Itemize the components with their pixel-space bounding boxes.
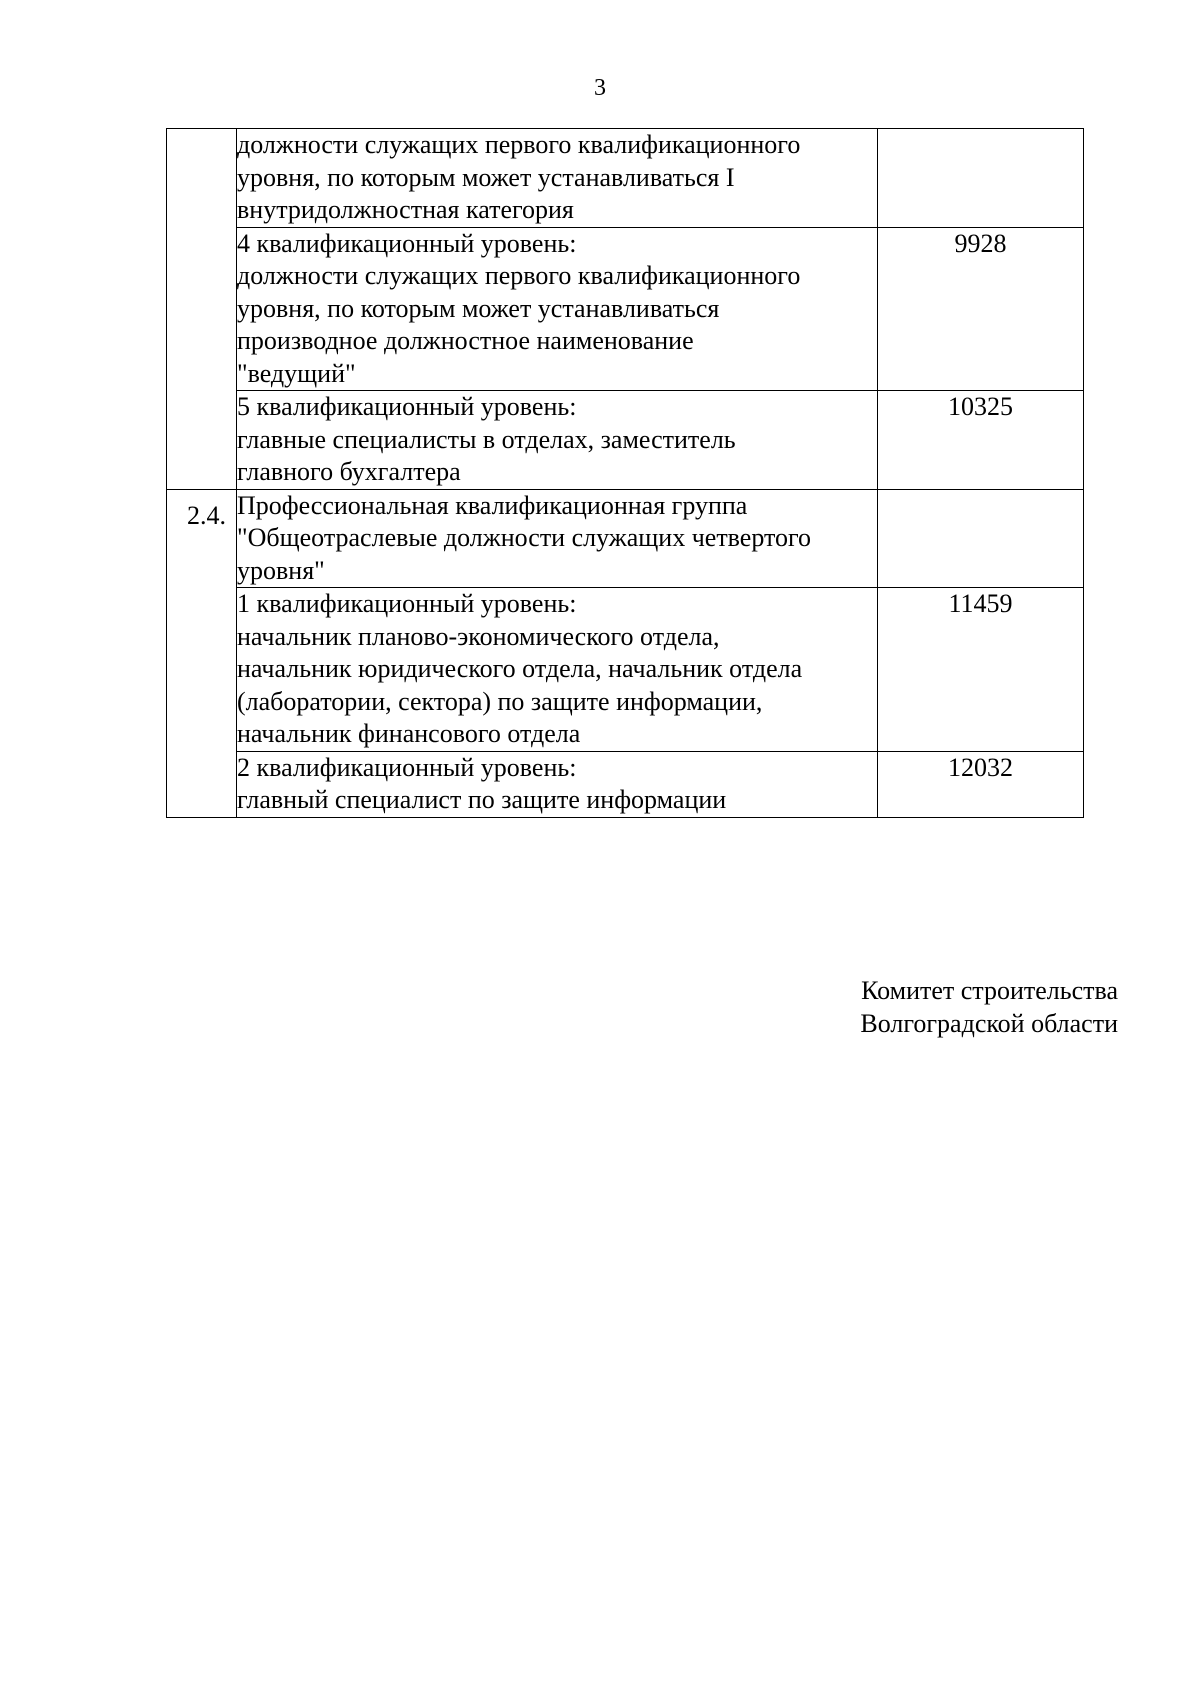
table-row — [167, 129, 1084, 228]
description-line: "ведущий" — [237, 358, 356, 388]
row-value — [878, 489, 1084, 588]
description-line: уровня, по которым может устанавливаться — [237, 293, 720, 323]
table-row — [167, 751, 1084, 817]
row-value: 11459 — [878, 588, 1084, 752]
row-number: 2.4. — [167, 489, 237, 588]
row-value — [878, 129, 1084, 228]
description-line: 5 квалификационный уровень: — [237, 392, 577, 421]
row-description — [237, 227, 878, 391]
row-description — [237, 129, 878, 228]
description-line: уровня, по которым может устанавливаться I — [237, 162, 735, 192]
table-row — [167, 391, 1084, 490]
row-value: 12032 — [878, 751, 1084, 817]
description-line: (лаборатории, сектора) по защите информации, — [237, 686, 763, 716]
table-row — [167, 489, 1084, 588]
description-line: Профессиональная квалификационная группа — [237, 490, 748, 520]
row-number — [167, 227, 237, 391]
row-value: 9928 — [878, 227, 1084, 391]
row-value: 10325 — [878, 391, 1084, 490]
description-line: "Общеотраслевые должности служащих четвертого — [237, 523, 812, 552]
row-description — [237, 751, 878, 817]
description-line: должности служащих первого квалификационного — [237, 261, 801, 290]
description-line: начальник юридического отдела, начальник отдела — [237, 654, 803, 683]
description-line: начальник планово-экономического отдела, — [237, 621, 720, 651]
row-description — [237, 489, 878, 588]
issuer-signature-block — [860, 974, 1118, 1040]
description-line: главные специалисты в отделах, заместитель — [237, 424, 736, 454]
page-number: 3 — [594, 75, 606, 101]
row-number — [167, 588, 237, 752]
description-line: 4 квалификационный уровень: — [237, 228, 577, 258]
description-line: производное должностное наименование — [237, 326, 694, 355]
description-line: внутридолжностная категория — [237, 195, 574, 224]
description-line: должности служащих первого квалификационного — [237, 130, 801, 159]
description-line: уровня" — [237, 555, 325, 585]
salary-table — [166, 128, 1084, 818]
row-description — [237, 391, 878, 490]
description-line: 1 квалификационный уровень: — [237, 589, 577, 618]
table-row — [167, 588, 1084, 752]
issuer-line: Комитет строительства — [861, 976, 1118, 1005]
issuer-line: Волгоградской области — [860, 1009, 1118, 1038]
table-row — [167, 227, 1084, 391]
row-number — [167, 129, 237, 228]
row-description — [237, 588, 878, 752]
row-number — [167, 391, 237, 490]
description-line: главный специалист по защите информации — [237, 785, 727, 814]
description-line: главного бухгалтера — [237, 457, 461, 486]
description-line: 2 квалификационный уровень: — [237, 752, 577, 782]
description-line: начальник финансового отдела — [237, 719, 581, 748]
row-number — [167, 751, 237, 817]
